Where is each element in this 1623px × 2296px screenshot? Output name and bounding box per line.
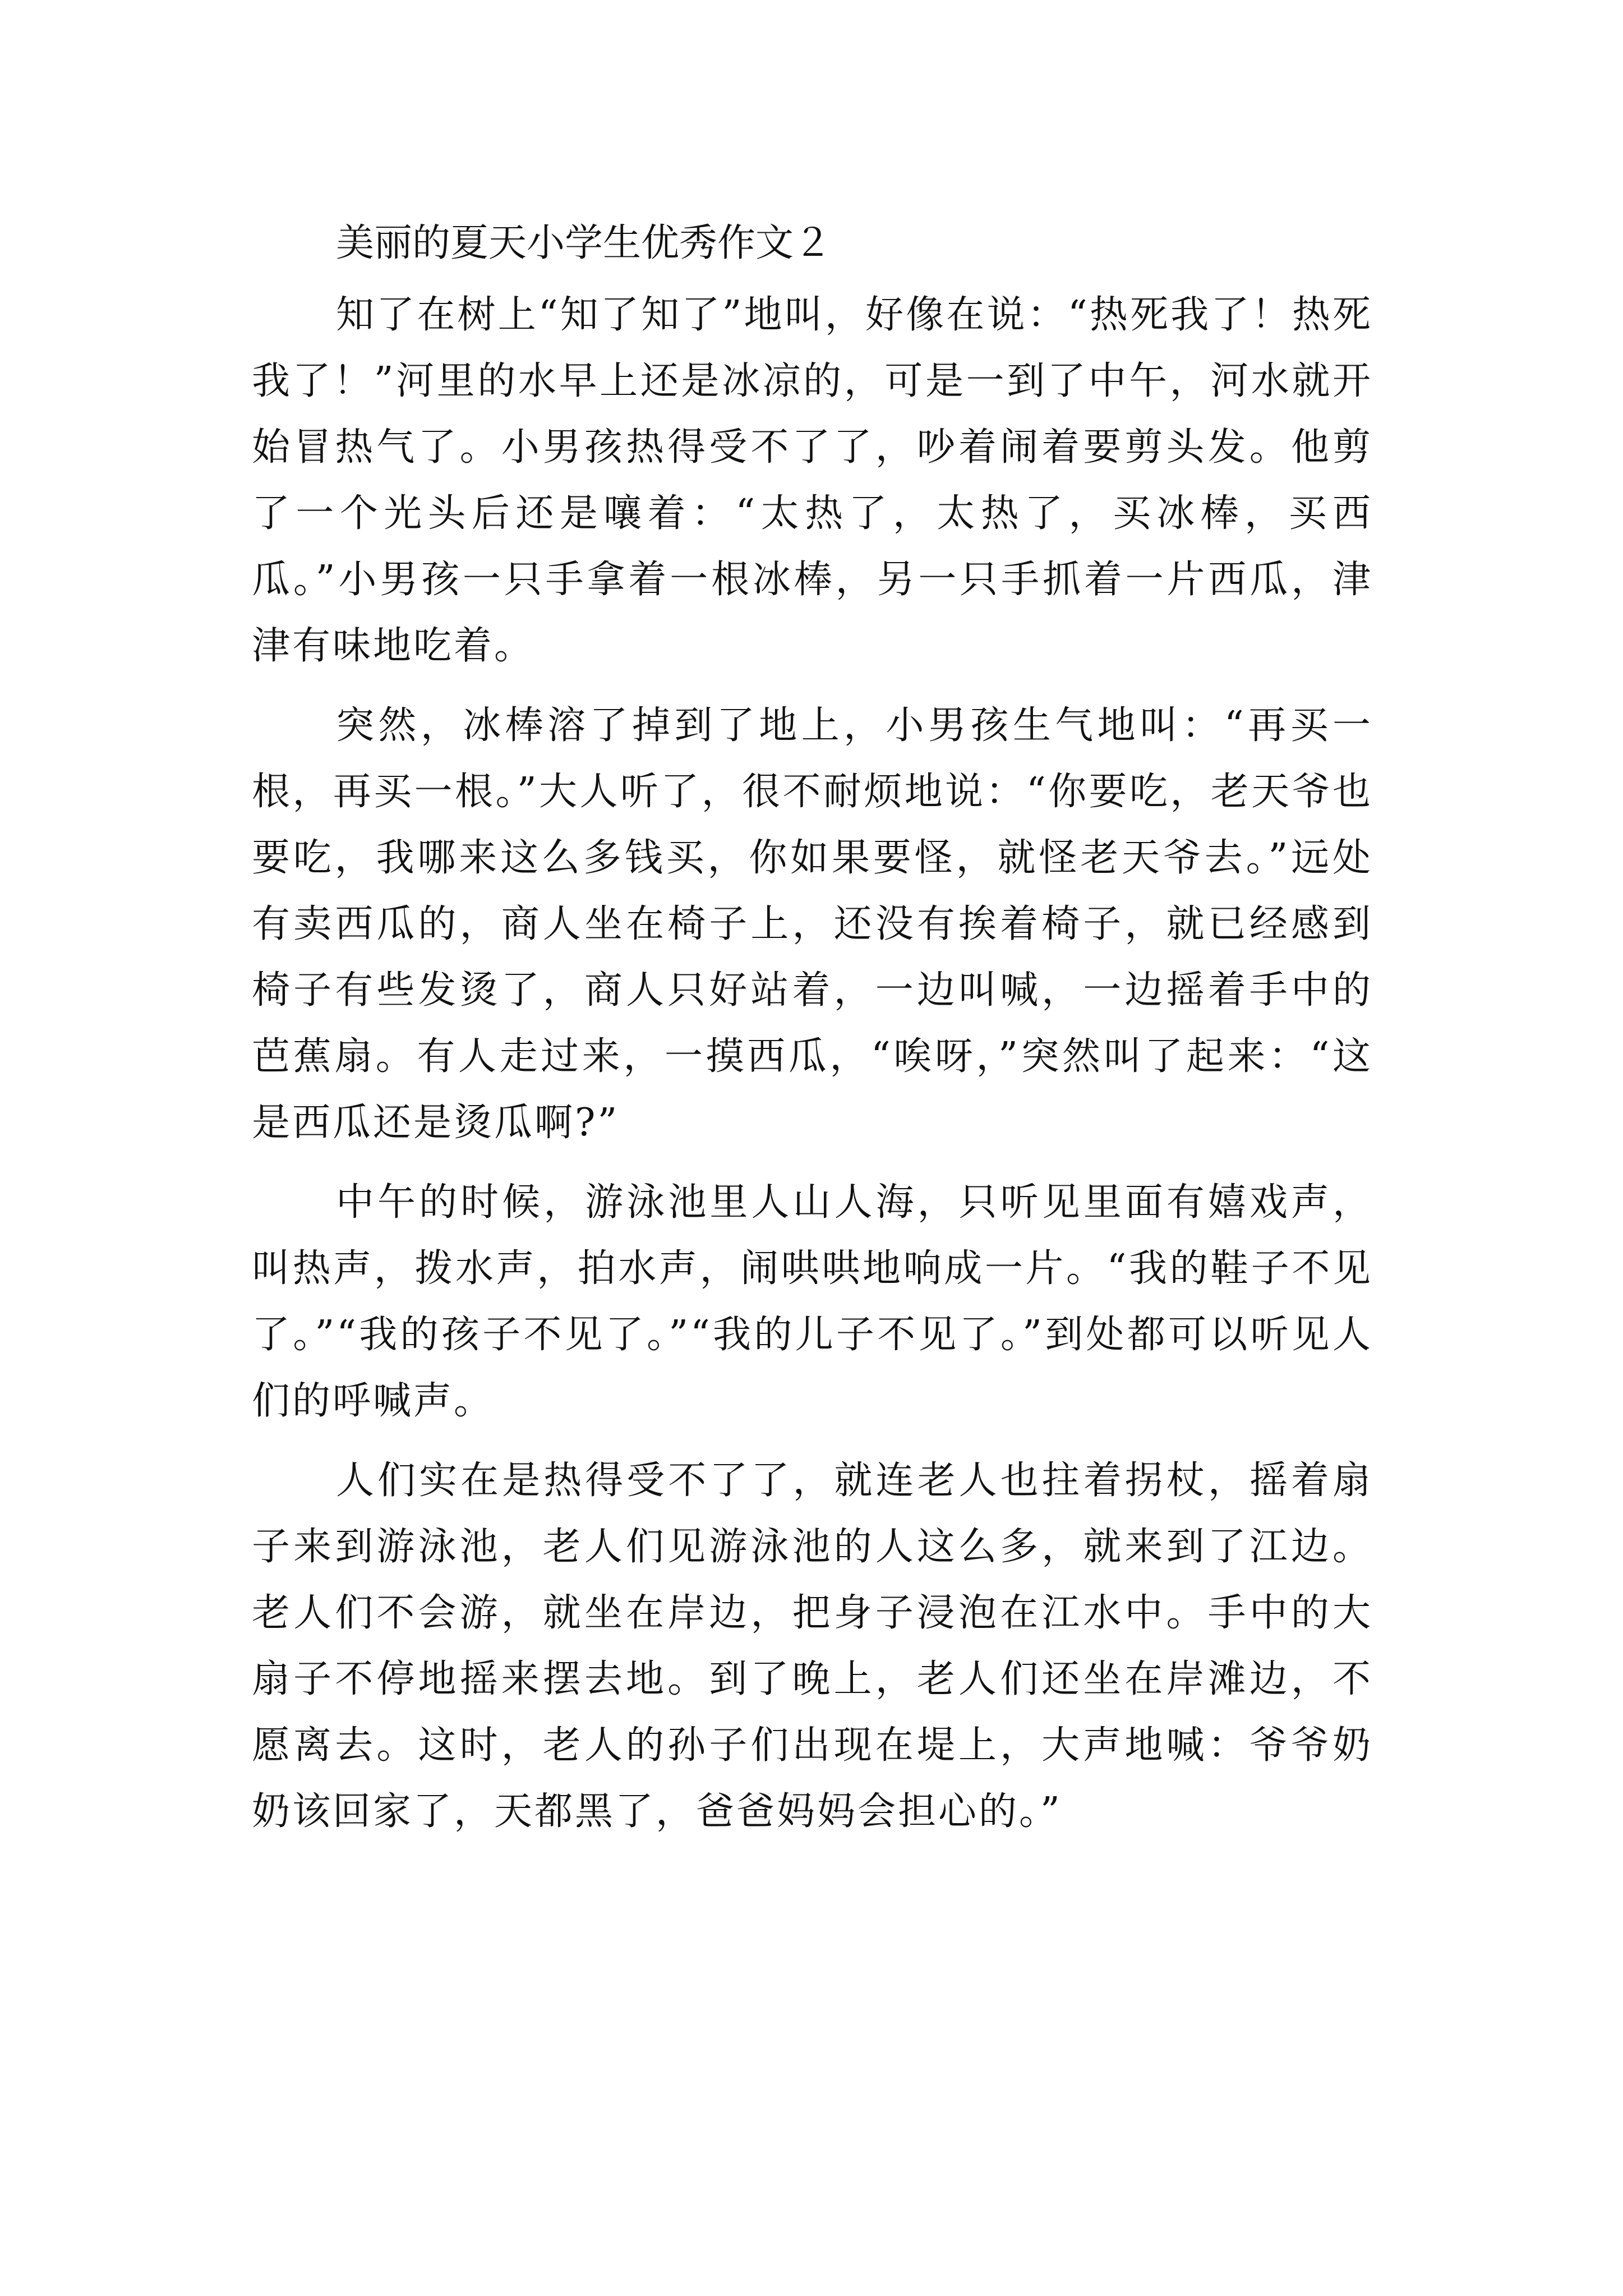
paragraph-popsicle: 突然，冰棒溶了掉到了地上，小男孩生气地叫：“再买一根，再买一根。”大人听了，很不耐烦地说：“你要吃，老天爷也要吃，我哪来这么多钱买，你如果要怪，就怪老天爷去。”远处有卖西瓜的，商人坐在椅子上，还没有挨着椅子，就已经感到椅子有些发烫了，商人只好站着，一边叫喊，一边摇着手中的芭蕉扇。有人走过来，一摸西瓜，“唉呀，”突然叫了起来：“这是西瓜还是烫瓜啊?” <box>252 703 1373 1145</box>
essay-body <box>252 210 1373 1858</box>
paragraph-swimming-pool: 中午的时候，游泳池里人山人海，只听见里面有嬉戏声，叫热声，拨水声，拍水声，闹哄哄地响成一片。“我的鞋子不见了。”“我的孩子不见了。”“我的儿子不见了。”到处都可以听见人们的呼喊声。 <box>252 1180 1373 1423</box>
paragraph-cicadas: 知了在树上“知了知了”地叫，好像在说：“热死我了！热死我了！”河里的水早上还是冰凉的，可是一到了中午，河水就开始冒热气了。小男孩热得受不了了，吵着闹着要剪头发。他剪了一个光头后还是嚷着：“太热了，太热了，买冰棒，买西瓜。”小男孩一只手拿着一根冰棒，另一只手抓着一片西瓜，津津有味地吃着。 <box>252 293 1373 668</box>
paragraph-elders: 人们实在是热得受不了了，就连老人也拄着拐杖，摇着扇子来到游泳池，老人们见游泳池的人这么多，就来到了江边。老人们不会游，就坐在岸边，把身子浸泡在江水中。手中的大扇子不停地摇来摆去地。到了晚上，老人们还坐在岸滩边，不愿离去。这时，老人的孙子们出现在堤上，大声地喊：爷爷奶奶该回家了，天都黑了，爸爸妈妈会担心的。” <box>252 1458 1373 1834</box>
essay-title: 美丽的夏天小学生优秀作文２ <box>336 221 832 265</box>
